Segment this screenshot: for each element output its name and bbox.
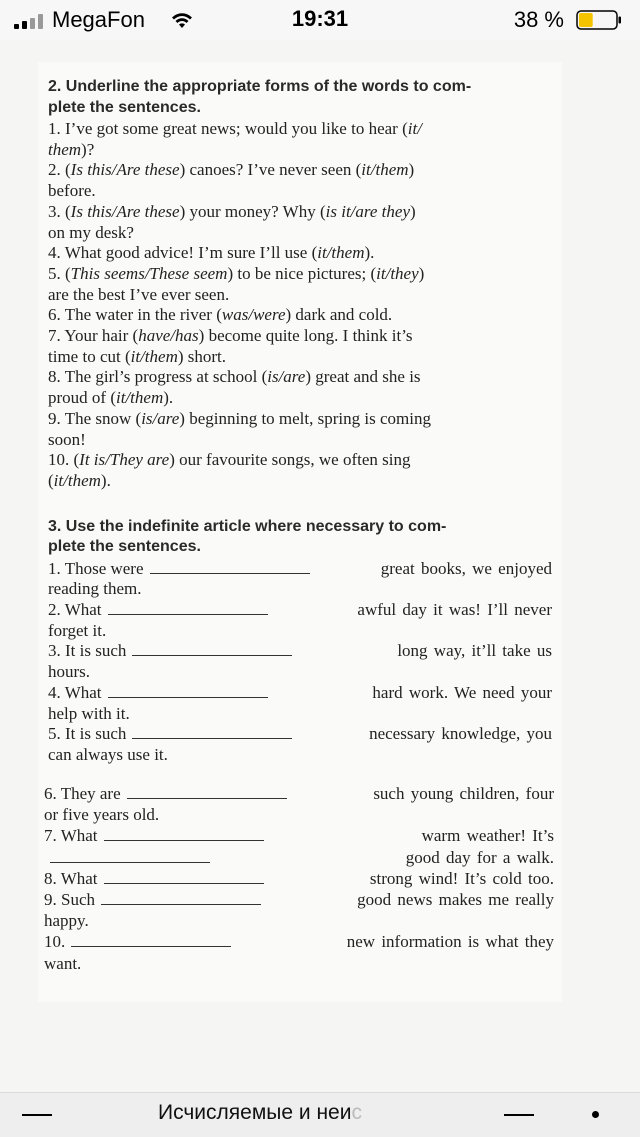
sentence-end: long way, it’ll take us — [397, 641, 552, 661]
sentence-line — [44, 847, 554, 868]
answer-blank[interactable] — [150, 561, 310, 574]
answer-blank[interactable] — [108, 602, 268, 615]
document-title[interactable] — [158, 1101, 362, 1125]
sentence-text: want. — [44, 953, 82, 973]
sentence-text: can always use it. — [48, 744, 168, 764]
heading-line: 2. Underline the appropriate forms of the words to com- — [48, 78, 472, 95]
sentence-line — [48, 662, 552, 683]
sentence-start: 6. They are — [44, 784, 121, 803]
sentence-line — [44, 931, 554, 952]
sentence-line — [48, 579, 552, 600]
answer-blank[interactable] — [127, 786, 287, 799]
sentence-line — [44, 868, 554, 889]
exercise-3-continued — [44, 783, 554, 974]
sentence-start: 5. It is such — [48, 724, 127, 744]
sentence-line — [48, 745, 552, 766]
heading-line: plete the sentences. — [48, 538, 201, 556]
sentence-start: 8. What — [44, 868, 98, 888]
sentence-text: or five years old. — [44, 805, 160, 825]
sentence-line: proud of (it/them). — [48, 388, 174, 408]
sentence-end: awful day it was! I’ll never — [357, 600, 552, 620]
sentence-line: soon! — [48, 429, 86, 449]
answer-blank[interactable] — [101, 892, 261, 905]
title-text: Исчисляемые и неи — [158, 1101, 352, 1124]
answer-blank[interactable] — [108, 685, 268, 698]
clock: 19:31 — [291, 6, 349, 31]
sentence-line: 3. (Is this/Are these) your money? Why (is it/are they) — [48, 201, 416, 221]
sentence-end: good news makes me really — [357, 890, 554, 910]
exercise-3-sentences-part-2 — [44, 783, 554, 974]
sentence-text: hours. — [48, 662, 91, 682]
sentence-line — [48, 683, 552, 704]
sentence-start: 4. What — [48, 682, 102, 702]
sentence-end: such young children, four — [373, 784, 554, 803]
sentence-start: 3. It is such — [48, 641, 127, 661]
exercise-2-sentences — [48, 119, 552, 492]
sentence-line — [48, 559, 552, 580]
exercise-2-and-3 — [48, 74, 552, 766]
title-text-faded: с — [351, 1101, 362, 1124]
heading-line: plete the sentences. — [48, 98, 201, 116]
sentence-line — [48, 641, 552, 662]
heading-line: 3. Use the indefinite article where necessary to com- — [48, 517, 447, 535]
bottom-toolbar — [0, 1092, 640, 1137]
sentence-line — [44, 804, 554, 825]
sentence-line — [44, 953, 554, 974]
exercise-3-sentences-part-1 — [48, 559, 552, 766]
sentence-line: before. — [48, 181, 96, 201]
sentence-line — [44, 889, 554, 910]
sentence-line — [44, 825, 554, 846]
sentence-line: time to cut (it/them) short. — [48, 346, 227, 366]
sentence-text: reading them. — [48, 579, 142, 599]
sentence-line: 5. (This seems/These seem) to be nice pictures; (it/they) — [48, 263, 425, 283]
sentence-end: warm weather! It’s — [421, 826, 554, 846]
exercise-3-heading — [48, 517, 552, 558]
scrub-bar-icon[interactable] — [504, 1114, 534, 1116]
answer-blank[interactable] — [71, 934, 231, 947]
sentence-line: 9. The snow (is/are) beginning to melt, spring is coming — [48, 408, 431, 428]
battery-icon — [576, 10, 622, 30]
page-dot-icon[interactable] — [592, 1111, 599, 1118]
sentence-line — [48, 724, 552, 745]
status-bar — [0, 0, 640, 40]
sentence-end: good day for a walk. — [405, 847, 554, 867]
answer-blank[interactable] — [104, 828, 264, 841]
sentence-line — [44, 910, 554, 931]
sentence-start: 9. Such — [44, 890, 95, 910]
answer-blank[interactable] — [132, 726, 292, 739]
sentence-end: new information is what they — [346, 932, 554, 952]
sentence-line — [44, 783, 554, 804]
sentence-start: 10. — [44, 932, 66, 952]
sentence-line: 1. I’ve got some great news; would you like to hear (it/ — [48, 119, 422, 138]
sentence-text: forget it. — [48, 620, 107, 640]
sentence-line: them)? — [48, 139, 95, 159]
sentence-end: strong wind! It’s cold too. — [369, 868, 554, 888]
sentence-line — [48, 704, 552, 725]
minus-icon[interactable] — [22, 1114, 52, 1116]
sentence-text: happy. — [44, 911, 89, 931]
exercise-2-heading — [48, 77, 552, 118]
sentence-line: 7. Your hair (have/has) become quite long. I think it’s — [48, 326, 413, 346]
sentence-line — [48, 621, 552, 642]
sentence-line: on my desk? — [48, 222, 134, 242]
sentence-text: help with it. — [48, 703, 130, 723]
sentence-line: 6. The water in the river (was/were) dark and cold. — [48, 305, 393, 325]
answer-blank[interactable] — [50, 850, 210, 863]
answer-blank[interactable] — [104, 871, 264, 884]
battery-percent: 38 % — [513, 7, 564, 32]
sentence-line: are the best I’ve ever seen. — [48, 284, 230, 304]
answer-blank[interactable] — [132, 643, 292, 656]
sentence-line — [48, 600, 552, 621]
sentence-start: 7. What — [44, 826, 98, 846]
sentence-start: 1. Those were — [48, 558, 144, 578]
carrier-name: MegaFon — [52, 7, 145, 32]
sentence-line: 4. What good advice! I’m sure I’ll use (it/them). — [48, 243, 375, 263]
sentence-start: 2. What — [48, 600, 102, 620]
sentence-line: 8. The girl’s progress at school (is/are) great and she is — [48, 367, 421, 387]
sentence-end: great books, we enjoyed — [380, 558, 552, 578]
sentence-end: necessary knowledge, you — [369, 724, 552, 744]
sentence-line: 10. (It is/They are) our favourite songs, we often sing — [48, 450, 411, 470]
sentence-line: 2. (Is this/Are these) canoes? I’ve never seen (it/them) — [48, 160, 415, 180]
sentence-line: (it/them). — [48, 470, 111, 490]
sentence-end: hard work. We need your — [372, 682, 552, 702]
